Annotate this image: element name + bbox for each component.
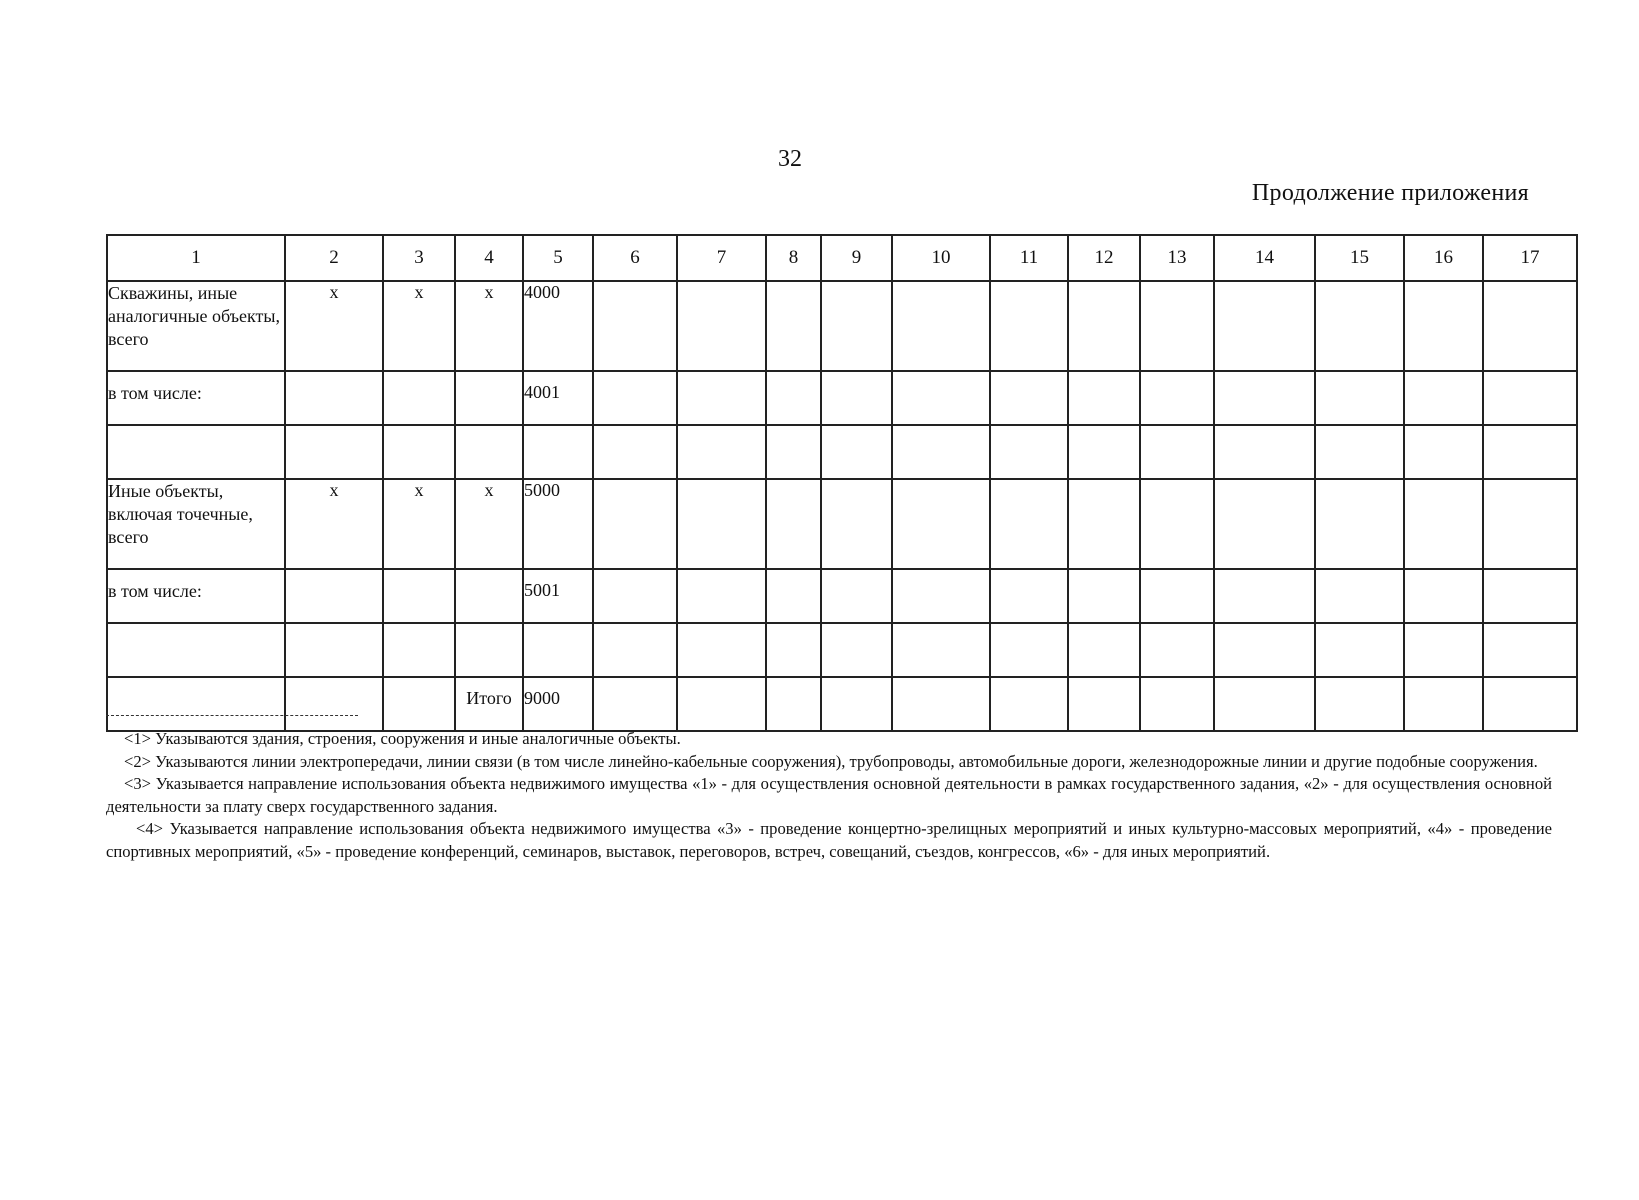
empty-cell	[1214, 371, 1315, 425]
table-cell	[383, 569, 455, 623]
empty-cell	[1315, 623, 1404, 677]
empty-cell	[677, 425, 766, 479]
empty-cell	[1068, 479, 1140, 569]
empty-cell	[1214, 425, 1315, 479]
empty-cell	[677, 371, 766, 425]
empty-cell	[593, 425, 677, 479]
empty-cell	[1140, 623, 1214, 677]
row-code	[523, 623, 593, 677]
table-row	[107, 281, 1577, 371]
empty-cell	[1140, 677, 1214, 731]
table-cell	[285, 677, 383, 731]
empty-cell	[593, 479, 677, 569]
empty-cell	[1214, 623, 1315, 677]
empty-cell	[1068, 371, 1140, 425]
empty-cell	[593, 371, 677, 425]
empty-cell	[990, 425, 1068, 479]
empty-cell	[1140, 371, 1214, 425]
empty-cell	[990, 281, 1068, 371]
empty-cell	[892, 623, 990, 677]
empty-cell	[821, 677, 892, 731]
row-label: в том числе:	[107, 569, 285, 623]
empty-cell	[1483, 479, 1577, 569]
empty-cell	[821, 623, 892, 677]
empty-cell	[990, 677, 1068, 731]
table-row	[107, 479, 1577, 569]
empty-cell	[766, 425, 821, 479]
empty-cell	[766, 281, 821, 371]
table-cell	[455, 371, 523, 425]
empty-cell	[821, 425, 892, 479]
column-header: 12	[1068, 235, 1140, 281]
empty-cell	[593, 281, 677, 371]
row-code: 5000	[523, 479, 593, 569]
footnote-divider	[106, 715, 358, 716]
table-cell	[383, 623, 455, 677]
empty-cell	[821, 569, 892, 623]
empty-cell	[1214, 677, 1315, 731]
row-label	[107, 425, 285, 479]
table-row	[107, 371, 1577, 425]
table-cell	[285, 371, 383, 425]
column-header: 17	[1483, 235, 1577, 281]
empty-cell	[1068, 623, 1140, 677]
empty-cell	[677, 569, 766, 623]
empty-cell	[766, 623, 821, 677]
column-header: 8	[766, 235, 821, 281]
row-code: 4001	[523, 371, 593, 425]
table-cell	[383, 677, 455, 731]
empty-cell	[1140, 425, 1214, 479]
empty-cell	[1214, 281, 1315, 371]
table-row-total	[107, 677, 1577, 731]
footnotes	[106, 728, 1552, 863]
empty-cell	[892, 281, 990, 371]
empty-cell	[1315, 569, 1404, 623]
empty-cell	[821, 281, 892, 371]
column-header: 15	[1315, 235, 1404, 281]
empty-cell	[1140, 281, 1214, 371]
empty-cell	[1404, 425, 1483, 479]
table-row	[107, 569, 1577, 623]
data-table	[106, 234, 1578, 732]
empty-cell	[1404, 281, 1483, 371]
row-label: Скважины, иные аналогичные объекты, всего	[107, 281, 285, 371]
empty-cell	[593, 677, 677, 731]
table-cell: x	[455, 479, 523, 569]
page-number: 32	[778, 146, 802, 172]
table-cell: x	[285, 281, 383, 371]
empty-cell	[892, 479, 990, 569]
empty-cell	[677, 479, 766, 569]
column-header: 10	[892, 235, 990, 281]
empty-cell	[990, 371, 1068, 425]
empty-cell	[677, 623, 766, 677]
empty-cell	[1068, 677, 1140, 731]
footnote-4: <4> Указывается направление использования объекта недвижимого имущества «3» - проведение концертно-зрелищных мероприятий и иных культурно-массовых мероприятий, «4» - проведение спортивных мероприятий, «5» - проведение конференций, семинаров, выставок, переговоров, встреч, совещаний, съездов, конгрессов, «6» - для иных мероприятий.	[106, 819, 1552, 861]
empty-cell	[1404, 623, 1483, 677]
empty-cell	[677, 281, 766, 371]
table-cell	[383, 371, 455, 425]
table-cell	[455, 623, 523, 677]
row-code: 9000	[523, 677, 593, 731]
column-header: 11	[990, 235, 1068, 281]
footnote-3: <3> Указывается направление использования объекта недвижимого имущества «1» - для осуществления основной деятельности в рамках государственного задания, «2» - для осуществления основной деятельности за плату сверх государственного задания.	[106, 774, 1552, 816]
empty-cell	[821, 479, 892, 569]
table-cell	[455, 425, 523, 479]
empty-cell	[1214, 569, 1315, 623]
empty-cell	[1214, 479, 1315, 569]
footnote-2: <2> Указываются линии электропередачи, линии связи (в том числе линейно-кабельные сооружения), трубопроводы, автомобильные дороги, железнодорожные линии и другие подобные сооружения.	[124, 751, 1538, 771]
table-row	[107, 623, 1577, 677]
empty-cell	[1404, 677, 1483, 731]
row-code	[523, 425, 593, 479]
column-header: 2	[285, 235, 383, 281]
empty-cell	[1068, 281, 1140, 371]
empty-cell	[892, 371, 990, 425]
empty-cell	[821, 371, 892, 425]
empty-cell	[766, 371, 821, 425]
table-cell	[285, 569, 383, 623]
table-cell: x	[455, 281, 523, 371]
table-cell: x	[383, 281, 455, 371]
empty-cell	[1140, 569, 1214, 623]
column-header: 14	[1214, 235, 1315, 281]
empty-cell	[766, 569, 821, 623]
column-header: 13	[1140, 235, 1214, 281]
empty-cell	[892, 425, 990, 479]
continuation-title: Продолжение приложения	[1251, 180, 1529, 206]
empty-cell	[1483, 569, 1577, 623]
row-label: в том числе:	[107, 371, 285, 425]
column-header: 7	[677, 235, 766, 281]
column-header: 6	[593, 235, 677, 281]
empty-cell	[766, 479, 821, 569]
row-code: 4000	[523, 281, 593, 371]
empty-cell	[1068, 425, 1140, 479]
empty-cell	[1315, 425, 1404, 479]
column-header: 16	[1404, 235, 1483, 281]
table-row	[107, 425, 1577, 479]
column-header: 9	[821, 235, 892, 281]
column-header: 4	[455, 235, 523, 281]
empty-cell	[1404, 479, 1483, 569]
empty-cell	[1315, 677, 1404, 731]
empty-cell	[1315, 371, 1404, 425]
empty-cell	[1140, 479, 1214, 569]
empty-cell	[892, 569, 990, 623]
table-cell	[285, 623, 383, 677]
empty-cell	[1483, 425, 1577, 479]
footnote-1: <1> Указываются здания, строения, сооружения и иные аналогичные объекты.	[124, 729, 681, 748]
table-cell: x	[383, 479, 455, 569]
empty-cell	[1068, 569, 1140, 623]
empty-cell	[892, 677, 990, 731]
column-header: 5	[523, 235, 593, 281]
empty-cell	[1315, 479, 1404, 569]
empty-cell	[677, 677, 766, 731]
empty-cell	[1483, 623, 1577, 677]
row-label: Иные объекты, включая точечные, всего	[107, 479, 285, 569]
empty-cell	[1483, 281, 1577, 371]
total-label: Итого	[455, 677, 523, 731]
row-label	[107, 623, 285, 677]
empty-cell	[1404, 371, 1483, 425]
column-header: 3	[383, 235, 455, 281]
empty-cell	[990, 623, 1068, 677]
column-header: 1	[107, 235, 285, 281]
empty-cell	[1315, 281, 1404, 371]
empty-cell	[593, 623, 677, 677]
empty-cell	[990, 479, 1068, 569]
empty-cell	[766, 677, 821, 731]
empty-cell	[1404, 569, 1483, 623]
empty-cell	[1483, 371, 1577, 425]
table-cell	[383, 425, 455, 479]
empty-cell	[593, 569, 677, 623]
row-label	[107, 677, 285, 731]
table-cell	[455, 569, 523, 623]
empty-cell	[990, 569, 1068, 623]
empty-cell	[1483, 677, 1577, 731]
header-row	[107, 235, 1577, 281]
row-code: 5001	[523, 569, 593, 623]
table-cell	[285, 425, 383, 479]
table-cell: x	[285, 479, 383, 569]
